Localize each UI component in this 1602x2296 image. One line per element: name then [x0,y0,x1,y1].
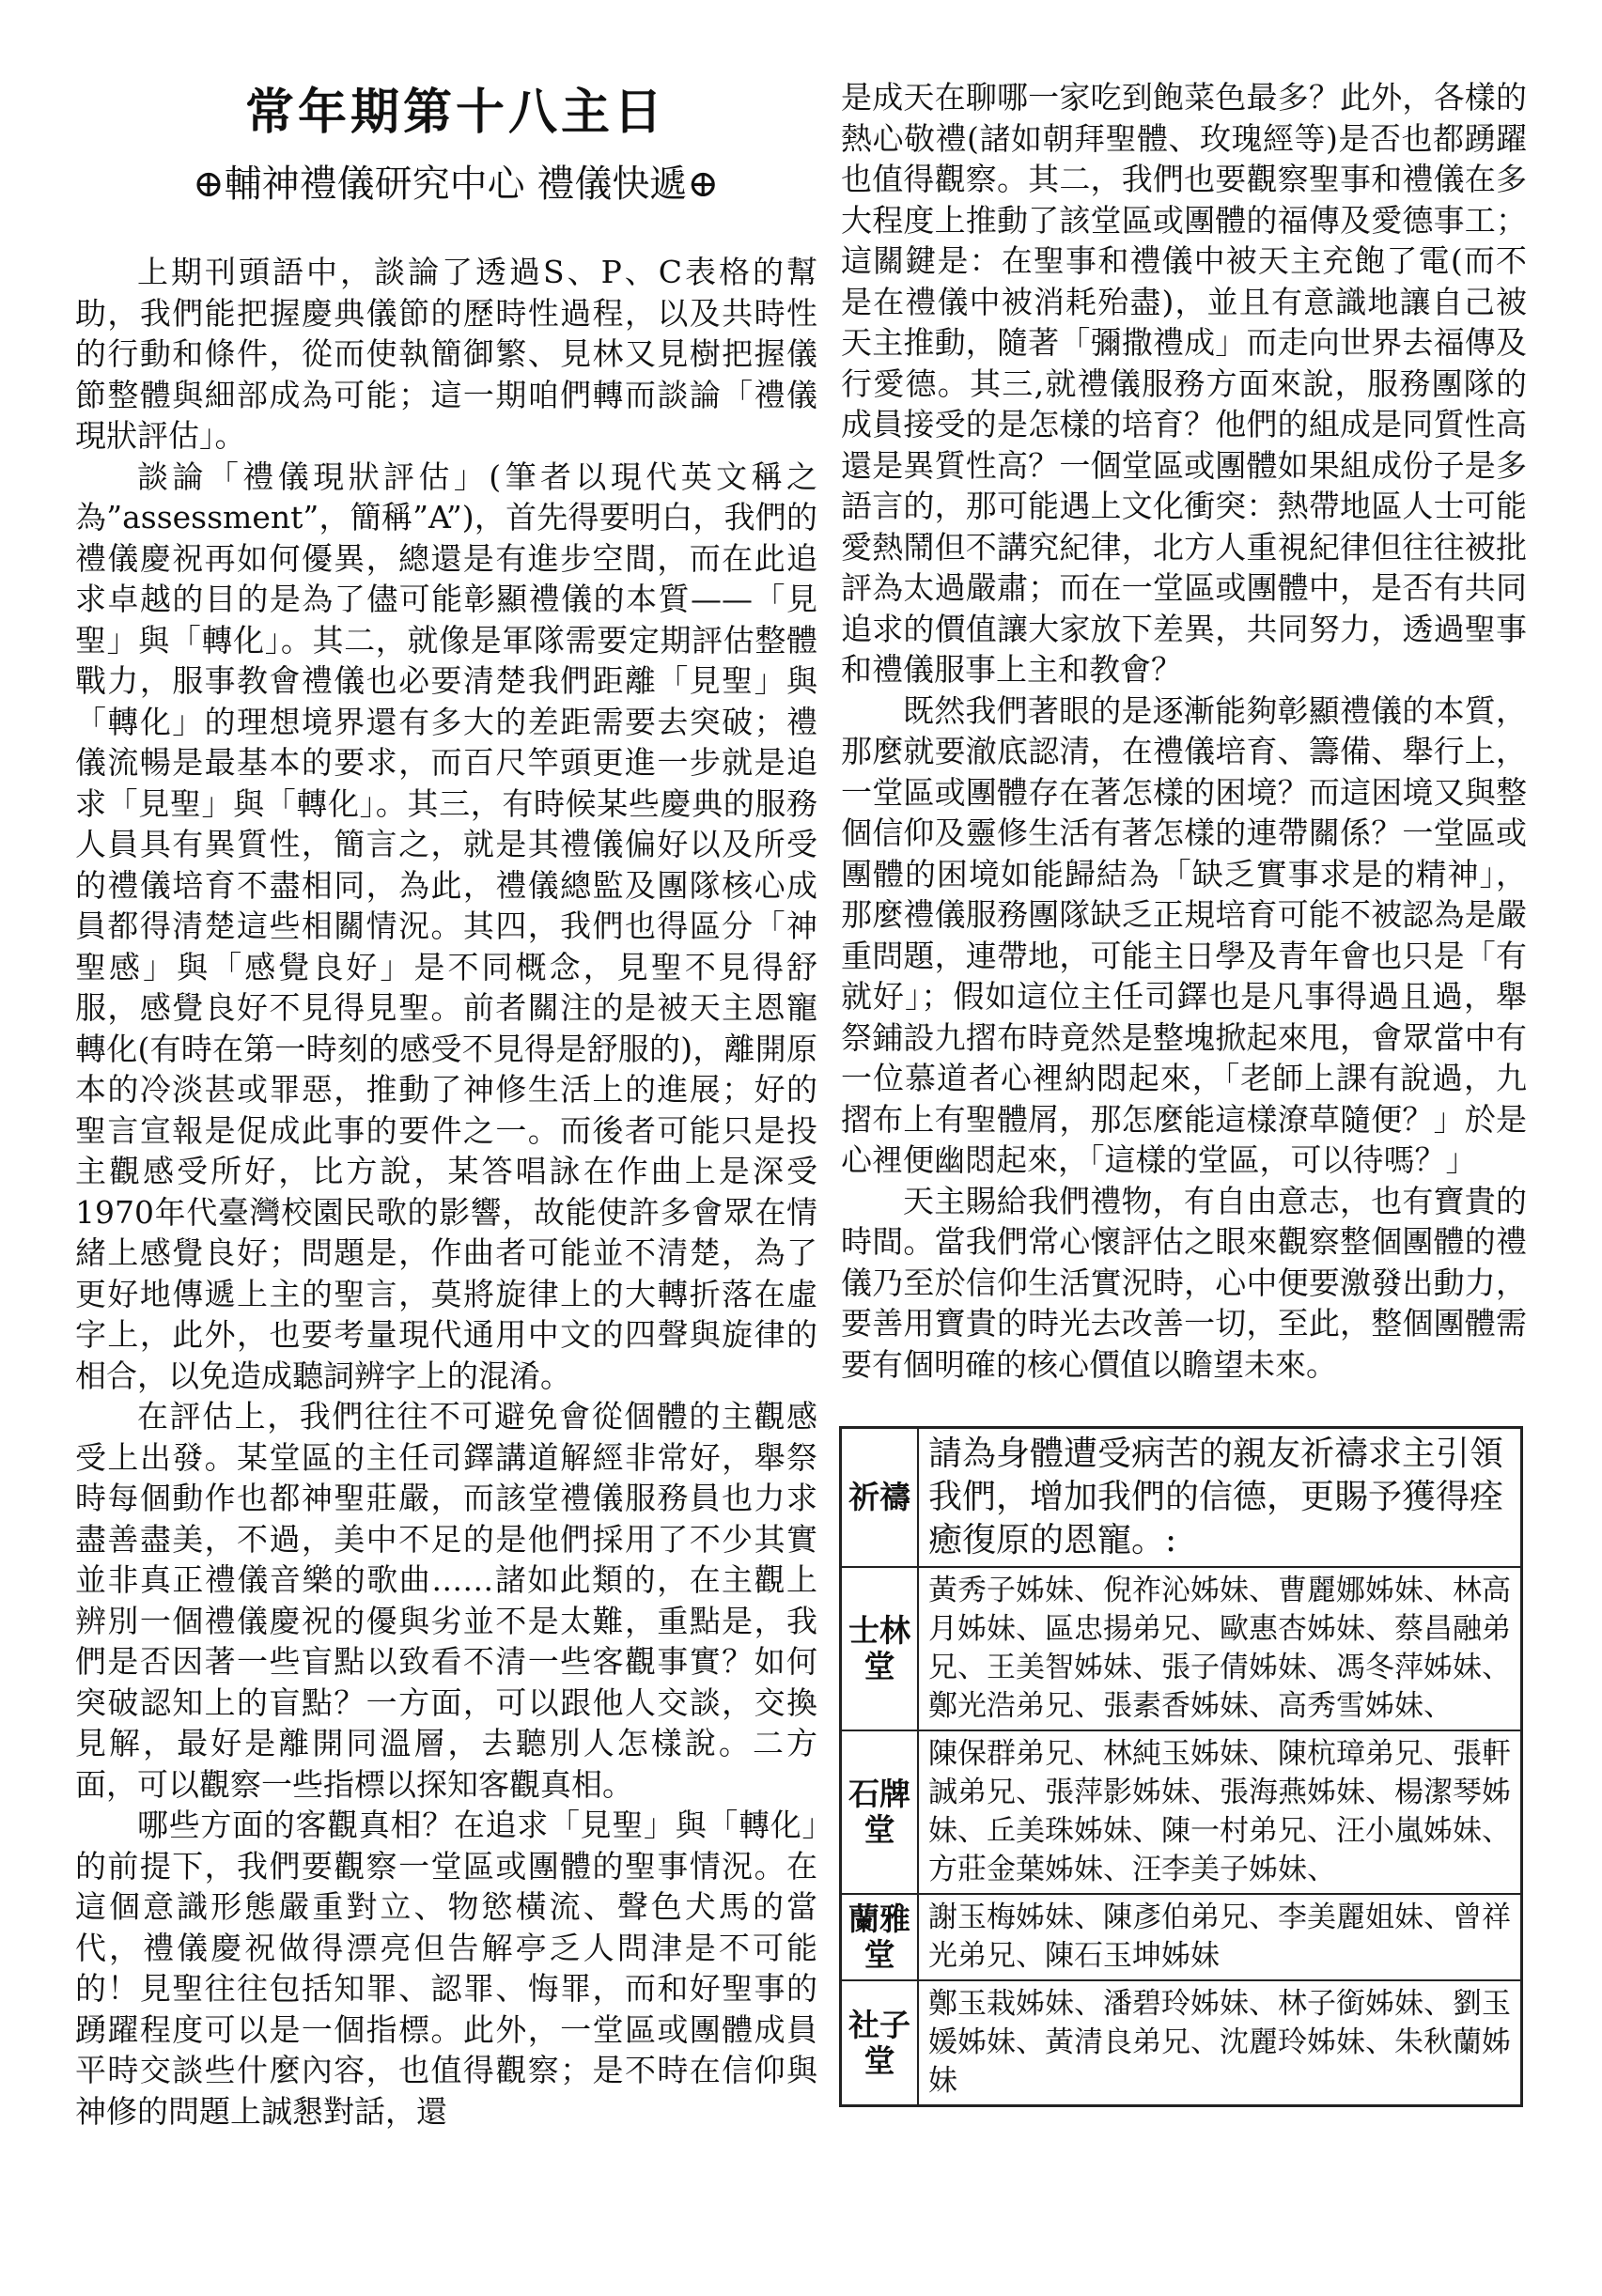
table-row [841,1567,1522,1730]
row-text: 謝玉梅姊妹、陳彥伯弟兄、李美麗姐妹、曾祥光弟兄、陳石玉坤姊妹 [918,1894,1522,1980]
table-row [841,1428,1522,1568]
row-label: 士林堂 [841,1567,919,1730]
paragraph: 是成天在聊哪一家吃到飽菜色最多？此外，各樣的熱心敬禮(諸如朝拜聖體、玫瑰經等)是否也都踴躍也值得觀察。其二，我們也要觀察聖事和禮儀在多大程度上推動了該堂區或團體的福傳及愛德事工；這關鍵是：在聖事和禮儀中被天主充飽了電(而不是在禮儀中被消耗殆盡)，並且有意識地讓自己被天主推動，隨著「彌撒禮成」而走向世界去福傳及行愛德。其三,就禮儀服務方面來說，服務團隊的成員接受的是怎樣的培育？他們的組成是同質性高還是異質性高？一個堂區或團體如果組成份子是多語言的，那可能遇上文化衝突：熱帶地區人士可能愛熱鬧但不講究紀律，北方人重視紀律但往往被批評為太過嚴肅；而在一堂區或團體中，是否有共同追求的價值讓大家放下差異，共同努力，透過聖事和禮儀服事上主和教會？ [841,79,1527,688]
row-label: 祈禱 [841,1428,919,1568]
row-text: 請為身體遭受病苦的親友祈禱求主引領我們，增加我們的信德，更賜予獲得痊癒復原的恩寵。: [918,1428,1522,1568]
row-label: 蘭雅堂 [841,1894,919,1980]
page-title: 常年期第十八主日 [244,84,666,141]
paragraph: 談論「禮儀現狀評估」(筆者以現代英文稱之為”assessment”，簡稱”A”)，首先得要明白，我們的禮儀慶祝再如何優異，總還是有進步空間，而在此追求卓越的目的是為了儘可能彰顯禮儀的本質——「見聖」與「轉化」。其二，就像是軍隊需要定期評估整體戰力，服事教會禮儀也必要清楚我們距離「見聖」與「轉化」的理想境界還有多大的差距需要去突破；禮儀流暢是最基本的要求，而百尺竿頭更進一步就是追求「見聖」與「轉化」。其三，有時候某些慶典的服務人員具有異質性，簡言之，就是其禮儀偏好以及所受的禮儀培育不盡相同，為此，禮儀總監及團隊核心成員都得清楚這些相關情況。其四，我們也得區分「神聖感」與「感覺良好」是不同概念，見聖不見得舒服，感覺良好不見得見聖。前者關注的是被天主恩寵轉化(有時在第一時刻的感受不見得是舒服的)，離開原本的冷淡甚或罪惡，推動了神修生活上的進展；好的聖言宣報是促成此事的要件之一。而後者可能只是投主觀感受所好，比方說，某答唱詠在作曲上是深受1970年代臺灣校園民歌的影響，故能使許多會眾在情緒上感覺良好；問題是，作曲者可能並不清楚，為了更好地傳遞上主的聖言，莫將旋律上的大轉折落在虛字上，此外，也要考量現代通用中文的四聲與旋律的相合，以免造成聽詞辨字上的混淆。 [75,458,817,1394]
paragraph: 上期刊頭語中，談論了透過S、P、C表格的幫助，我們能把握慶典儀節的歷時性過程，以及共時性的行動和條件，從而使執簡御繁、見林又見樹把握儀節整體與細部成為可能；這一期咱們轉而談論「禮儀現狀評估」。 [75,254,817,454]
prayer-table [839,1426,1523,2107]
row-label: 社子堂 [841,1980,919,2106]
row-text: 黃秀子姊妹、倪祚沁姊妹、曹麗娜姊妹、林高月姊妹、區忠揚弟兄、歐惠杏姊妹、蔡昌融弟兄、王美智姊妹、張子倩姊妹、馮冬萍姊妹、鄭光浩弟兄、張素香姊妹、高秀雪姊妹、 [918,1567,1522,1730]
left-column [75,252,817,2132]
row-label: 石牌堂 [841,1730,919,1894]
table-row [841,1894,1522,1980]
paragraph: 天主賜給我們禮物，有自由意志，也有寶貴的時間。當我們常心懷評估之眼來觀察整個團體的禮儀乃至於信仰生活實況時，心中便要激發出動力，要善用寶貴的時光去改善一切，至此，整個團體需要有個明確的核心價值以瞻望未來。 [841,1182,1527,1383]
right-column [841,77,1527,1385]
page-subtitle: ⊕輔神禮儀研究中心 禮儀快遞⊕ [193,163,719,206]
row-text: 鄭玉栽姊妹、潘碧玲姊妹、林子銜姊妹、劉玉媛姊妹、黃清良弟兄、沈麗玲姊妹、朱秋蘭姊妹 [918,1980,1522,2106]
table-row [841,1980,1522,2106]
table-row [841,1730,1522,1894]
row-text: 陳保群弟兄、林純玉姊妹、陳杭璋弟兄、張軒誠弟兄、張萍影姊妹、張海燕姊妹、楊潔琴姊妹、丘美珠姊妹、陳一村弟兄、汪小嵐姊妹、方莊金葉姊妹、汪李美子姊妹、 [918,1730,1522,1894]
paragraph: 在評估上，我們往往不可避免會從個體的主觀感受上出發。某堂區的主任司鐸講道解經非常好，舉祭時每個動作也都神聖莊嚴，而該堂禮儀服務員也力求盡善盡美，不過，美中不足的是他們採用了不少其實並非真正禮儀音樂的歌曲……諸如此類的，在主觀上辨別一個禮儀慶祝的優與劣並不是太難，重點是，我們是否因著一些盲點以致看不清一些客觀事實？如何突破認知上的盲點？一方面，可以跟他人交談，交換見解，最好是離開同溫層，去聽別人怎樣說。二方面，可以觀察一些指標以探知客觀真相。 [75,1398,817,1803]
paragraph: 哪些方面的客觀真相？在追求「見聖」與「轉化」的前提下，我們要觀察一堂區或團體的聖事情況。在這個意識形態嚴重對立、物慾橫流、聲色犬馬的當代，禮儀慶祝做得漂亮但告解亭乏人問津是不可能的！見聖往往包括知罪、認罪、悔罪，而和好聖事的踴躍程度可以是一個指標。此外，一堂區或團體成員平時交談些什麼內容，也值得觀察；是不時在信仰與神修的問題上誠懇對話，還 [75,1807,817,2130]
paragraph: 既然我們著眼的是逐漸能夠彰顯禮儀的本質，那麼就要澈底認清，在禮儀培育、籌備、舉行上，一堂區或團體存在著怎樣的困境？而這困境又與整個信仰及靈修生活有著怎樣的連帶關係？一堂區或團體的困境如能歸結為「缺乏實事求是的精神」，那麼禮儀服務團隊缺乏正規培育可能不被認為是嚴重問題，連帶地，可能主日學及青年會也只是「有就好」；假如這位主任司鐸也是凡事得過且過，舉祭鋪設九摺布時竟然是整塊掀起來甩，會眾當中有一位慕道者心裡納悶起來，「老師上課有說過，九摺布上有聖體屑，那怎麼能這樣潦草隨便？」於是心裡便幽悶起來，「這樣的堂區，可以待嗎？」 [841,691,1527,1178]
